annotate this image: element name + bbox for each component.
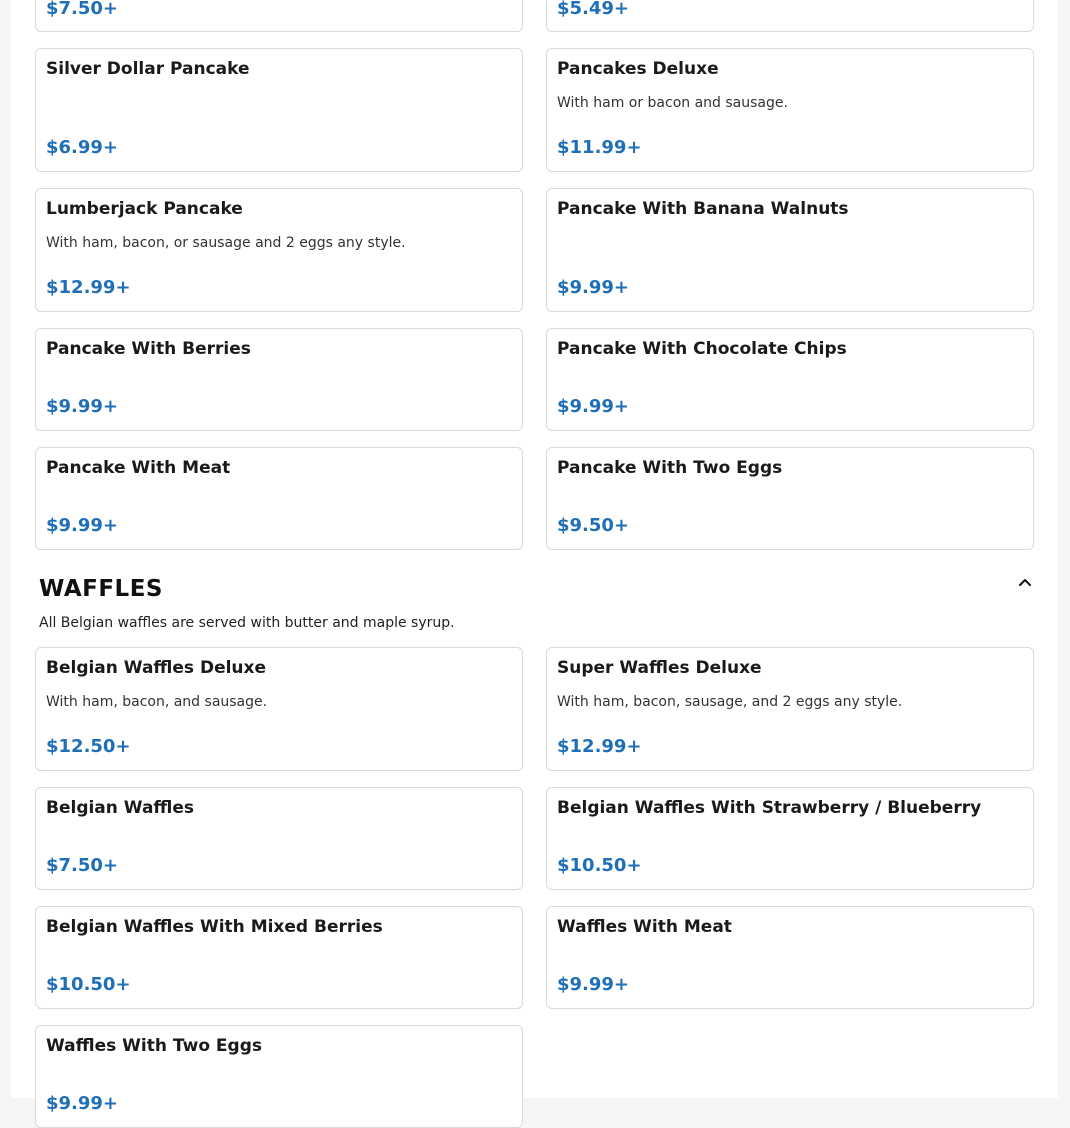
item-price: $6.99+ [46,137,119,158]
item-name: Pancake With Chocolate Chips [557,339,847,359]
item-price: $12.99+ [557,736,642,757]
item-name: Belgian Waffles Deluxe [46,658,267,678]
item-description: With ham or bacon and sausage. [557,95,788,111]
item-name: Waffles With Two Eggs [46,1036,262,1056]
menu-item-card[interactable] [546,0,1034,32]
item-price: $7.50+ [46,0,119,19]
menu-item-card[interactable] [546,906,1034,1009]
menu-item-card[interactable] [546,328,1034,431]
item-name: Pancake With Meat [46,458,231,478]
item-price: $11.99+ [557,137,642,158]
menu-item-card[interactable] [546,188,1034,312]
item-price: $12.99+ [46,277,131,298]
item-name: Belgian Waffles With Strawberry / Blueberry [557,798,982,818]
menu-item-card[interactable] [35,328,523,431]
section-description: All Belgian waffles are served with butter and maple syrup. [39,615,455,631]
item-price: $12.50+ [46,736,131,757]
item-name: Pancake With Banana Walnuts [557,199,849,219]
item-price: $10.50+ [557,855,642,876]
item-price: $9.99+ [557,277,630,298]
menu-item-card[interactable] [546,447,1034,550]
menu-item-card[interactable] [35,1025,523,1128]
item-price: $7.50+ [46,855,119,876]
item-price: $9.99+ [46,515,119,536]
item-name: Waffles With Meat [557,917,732,937]
item-name: Pancake With Two Eggs [557,458,783,478]
menu-item-card[interactable] [546,787,1034,890]
item-name: Belgian Waffles [46,798,195,818]
item-price: $9.99+ [557,396,630,417]
menu-item-card[interactable] [546,48,1034,172]
section-title: WAFFLES [39,576,163,602]
item-price: $9.99+ [557,974,630,995]
item-description: With ham, bacon, sausage, and 2 eggs any style. [557,694,903,710]
item-description: With ham, bacon, or sausage and 2 eggs any style. [46,235,406,251]
item-name: Pancakes Deluxe [557,59,719,79]
item-price: $9.50+ [557,515,630,536]
menu-item-card[interactable] [35,0,523,32]
menu-item-card[interactable] [35,188,523,312]
collapse-section-button[interactable] [1013,570,1037,594]
item-name: Belgian Waffles With Mixed Berries [46,917,383,937]
menu-item-card[interactable] [35,787,523,890]
item-price: $9.99+ [46,1093,119,1114]
item-price: $5.49+ [557,0,630,19]
item-price: $9.99+ [46,396,119,417]
item-name: Super Waffles Deluxe [557,658,762,678]
item-price: $10.50+ [46,974,131,995]
item-name: Lumberjack Pancake [46,199,243,219]
menu-item-card[interactable] [35,906,523,1009]
menu-item-card[interactable] [546,647,1034,771]
menu-page [11,0,1058,1114]
item-description: With ham, bacon, and sausage. [46,694,268,710]
menu-item-card[interactable] [35,48,523,172]
menu-item-card[interactable] [35,447,523,550]
chevron-up-icon [1013,570,1037,594]
item-name: Pancake With Berries [46,339,251,359]
item-name: Silver Dollar Pancake [46,59,250,79]
menu-item-card[interactable] [35,647,523,771]
